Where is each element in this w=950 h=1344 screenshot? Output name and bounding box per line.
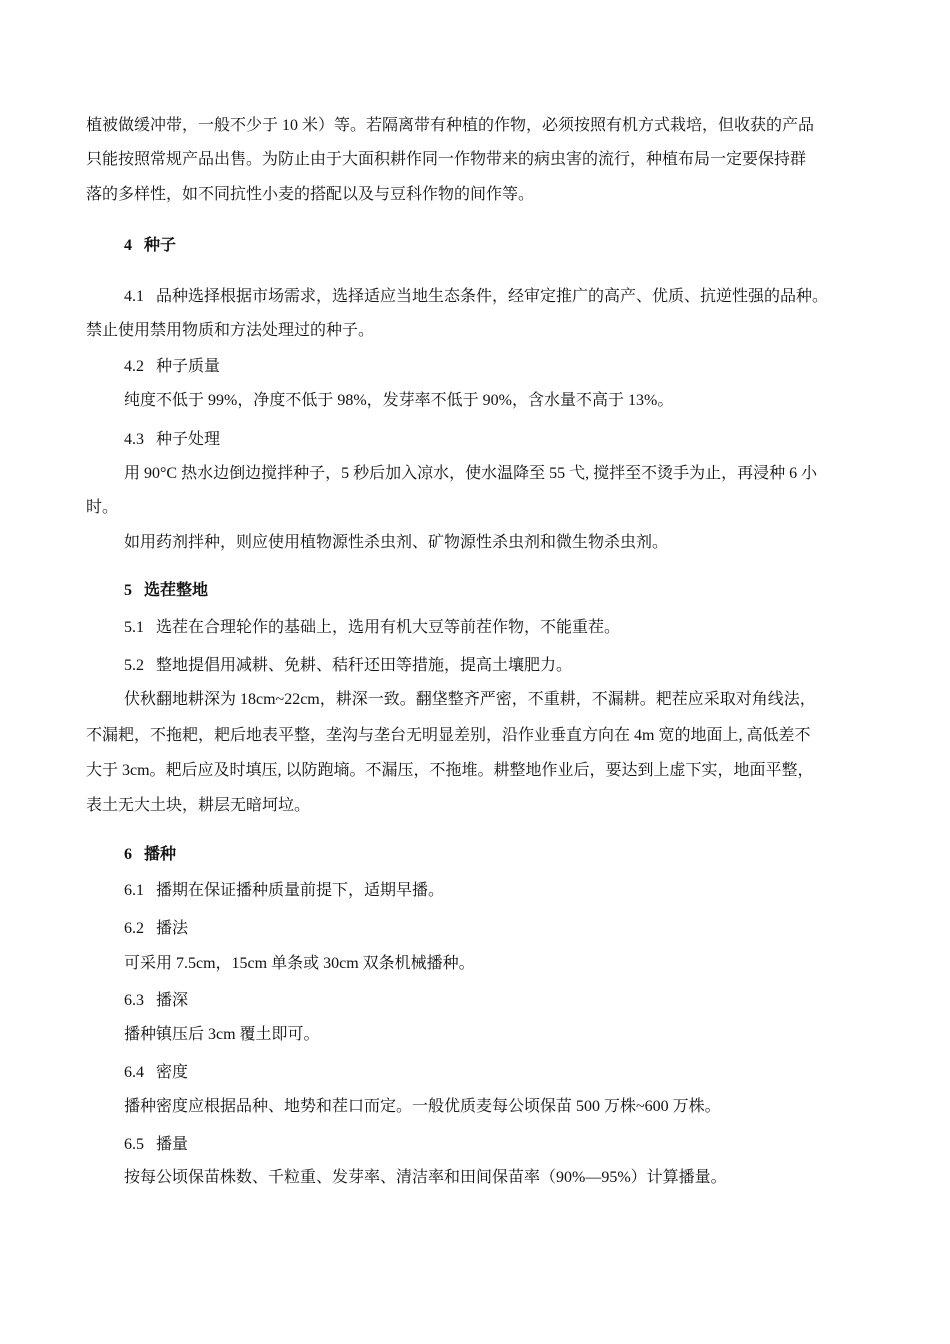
para-6-3-text: 播种镇压后 3cm 覆土即可。: [124, 1026, 320, 1043]
clause-number: 5.1: [124, 619, 144, 636]
clause-number: 6.2: [124, 920, 144, 937]
para-4-2-text: 纯度不低于 99%，净度不低于 98%，发芽率不低于 90%，含水量不高于 13%。: [124, 392, 674, 409]
para-5-1: [124, 618, 620, 638]
para-6-4-text: 播种密度应根据品种、地势和茬口而定。一般优质麦每公顷保苗 500 万株~600 万株。: [124, 1098, 721, 1115]
clause-number: 4.2: [124, 358, 144, 375]
clause-text: 整地提倡用减耕、免耕、秸秆还田等措施，提高土壤肥力。: [156, 657, 573, 674]
clause-text: 播期在保证播种质量前提下，适期早播。: [156, 882, 445, 899]
intro-line-1: 植被做缓冲带，一般不少于 10 米）等。若隔离带有种植的作物，必须按照有机方式栽培，但收获的产品: [86, 117, 815, 134]
clause-title: 种子质量: [156, 358, 221, 375]
clause-title: 密度: [156, 1064, 189, 1081]
para-5-2-line-3: 大于 3cm。耙后应及时填压, 以防跑墒。不漏压，不拖堆。耕整地作业后，要达到上虚下实，地面平整，: [86, 762, 814, 779]
clause-title: 播深: [156, 992, 189, 1009]
para-5-2-line-4: 表土无大土块，耕层无暗坷垃。: [86, 797, 311, 814]
intro-line-3: 落的多样性，如不同抗性小麦的搭配以及与豆科作物的间作等。: [86, 186, 535, 203]
clause-4-3-heading: [124, 430, 220, 450]
clause-title: 播量: [156, 1136, 189, 1153]
clause-6-5-heading: [124, 1135, 188, 1155]
para-6-5-text: 按每公顷保苗株数、千粒重、发芽率、清洁率和田间保苗率（90%—95%）计算播量。: [124, 1169, 727, 1186]
clause-title: 种子处理: [156, 431, 221, 448]
section-5-heading: [124, 581, 208, 601]
para-6-1: [124, 881, 444, 901]
para-5-2-line-2: 不漏耙，不拖耙，耙后地表平整，垄沟与垄台无明显差别，沿作业垂直方向在 4m 宽的地面上, 高低差不: [86, 727, 811, 744]
clause-4-2-heading: [124, 357, 220, 377]
clause-number: 4.3: [124, 431, 144, 448]
para-5-2: [124, 656, 572, 676]
clause-number: 6.5: [124, 1136, 144, 1153]
section-4-heading: [124, 236, 176, 256]
para-4-3-line-3: 如用药剂拌种，则应使用植物源性杀虫剂、矿物源性杀虫剂和微生物杀虫剂。: [124, 534, 669, 551]
clause-number: 4.1: [124, 288, 144, 305]
clause-title: 播法: [156, 920, 189, 937]
clause-6-3-heading: [124, 991, 188, 1011]
section-number: 4: [124, 237, 132, 254]
para-4-1-line-2: 禁止使用禁用物质和方法处理过的种子。: [86, 322, 375, 339]
para-4-3-line-1: 用 90°C 热水边倒边搅拌种子，5 秒后加入凉水，使水温降至 55 弋, 搅拌至不烫手为止，再浸种 6 小: [124, 465, 818, 482]
section-6-heading: [124, 845, 176, 865]
para-4-3-line-2: 时。: [86, 499, 119, 516]
section-number: 6: [124, 846, 132, 863]
clause-number: 6.1: [124, 882, 144, 899]
section-title: 种子: [144, 237, 177, 254]
clause-number: 5.2: [124, 657, 144, 674]
clause-text: 品种选择根据市场需求，选择适应当地生态条件，经审定推广的高产、优质、抗逆性强的品种。: [156, 288, 829, 305]
para-6-2-text: 可采用 7.5cm，15cm 单条或 30cm 双条机械播种。: [124, 955, 475, 972]
clause-6-4-heading: [124, 1063, 188, 1083]
clause-6-2-heading: [124, 919, 188, 939]
para-5-2-line-1: 伏秋翻地耕深为 18cm~22cm，耕深一致。翻垡整齐严密，不重耕，不漏耕。耙茬应采取对角线法，: [124, 691, 816, 708]
intro-line-2: 只能按照常规产品出售。为防止由于大面积耕作同一作物带来的病虫害的流行，种植布局一定要保持群: [86, 151, 807, 168]
clause-number: 6.4: [124, 1064, 144, 1081]
section-number: 5: [124, 582, 132, 599]
clause-text: 选茬在合理轮作的基础上，选用有机大豆等前茬作物，不能重茬。: [156, 619, 621, 636]
section-title: 播种: [144, 846, 177, 863]
para-4-1-line-1: [124, 287, 828, 307]
clause-number: 6.3: [124, 992, 144, 1009]
section-title: 选茬整地: [144, 582, 209, 599]
